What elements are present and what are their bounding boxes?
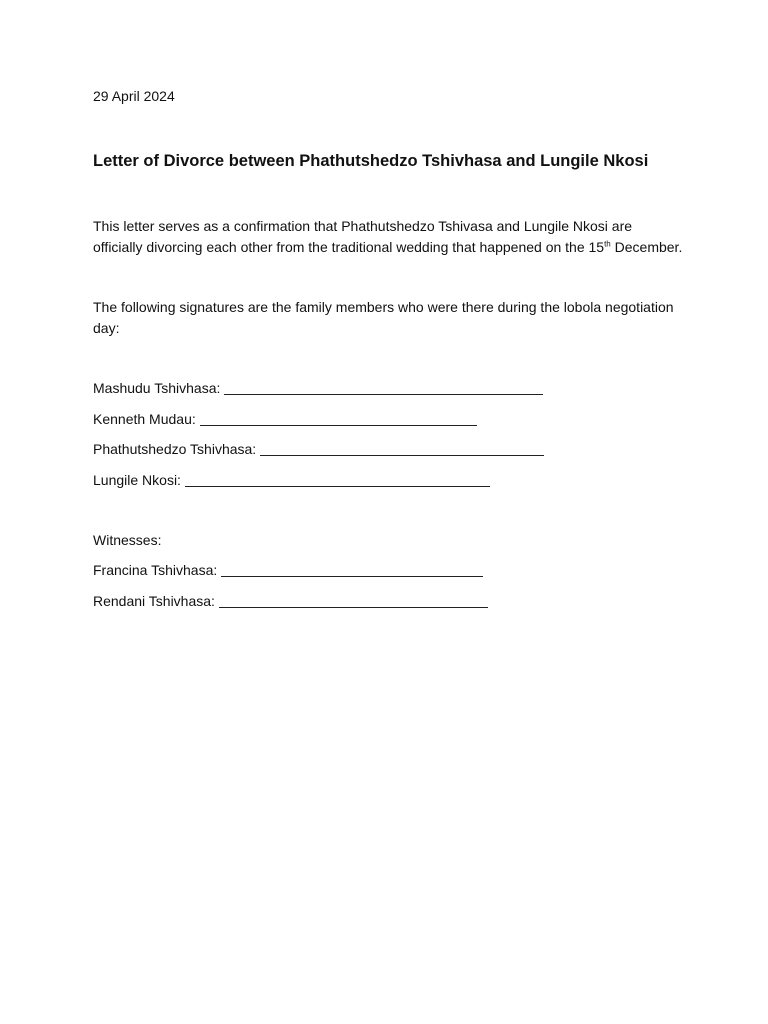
signature-blank — [200, 411, 477, 426]
signature-blank — [221, 562, 483, 577]
signature-blank — [219, 593, 488, 608]
signature-line — [93, 409, 683, 429]
signature-line — [93, 591, 683, 611]
letter-body — [93, 86, 683, 621]
witness-signature-list — [93, 560, 683, 611]
signatory-label: Lungile Nkosi: — [93, 471, 181, 488]
confirmation-text-end: December. — [610, 238, 683, 255]
signature-blank — [224, 380, 543, 395]
witnesses-heading: Witnesses: — [93, 531, 162, 548]
signature-line — [93, 560, 683, 580]
signatory-label: Francina Tshivhasa: — [93, 562, 218, 578]
family-signature-list — [93, 378, 683, 490]
signatory-label: Phathutshedzo Tshivhasa: — [93, 441, 257, 457]
signature-line — [93, 378, 683, 398]
signatory-label: Kenneth Mudau: — [93, 410, 196, 427]
letter-date: 29 April 2024 — [93, 88, 175, 104]
signatory-label: Rendani Tshivhasa: — [93, 592, 215, 609]
confirmation-paragraph — [93, 216, 683, 257]
letter-title: Letter of Divorce between Phathutshedzo Tshivhasa and Lungile Nkosi — [93, 152, 649, 170]
signatures-intro-paragraph: The following signatures are the family members who were there during the lobola negotiation day: — [93, 299, 674, 336]
signature-blank — [260, 441, 544, 456]
signatory-label: Mashudu Tshivhasa: — [93, 380, 221, 396]
confirmation-text: This letter serves as a confirmation that Phathutshedzo Tshivasa and Lungile Nkosi are officially divorcing each other from the traditional wedding that happened on the 15 — [93, 218, 633, 255]
signature-line — [93, 470, 683, 490]
ordinal-suffix: th — [604, 238, 611, 248]
signature-blank — [185, 472, 490, 487]
signature-line — [93, 439, 683, 459]
